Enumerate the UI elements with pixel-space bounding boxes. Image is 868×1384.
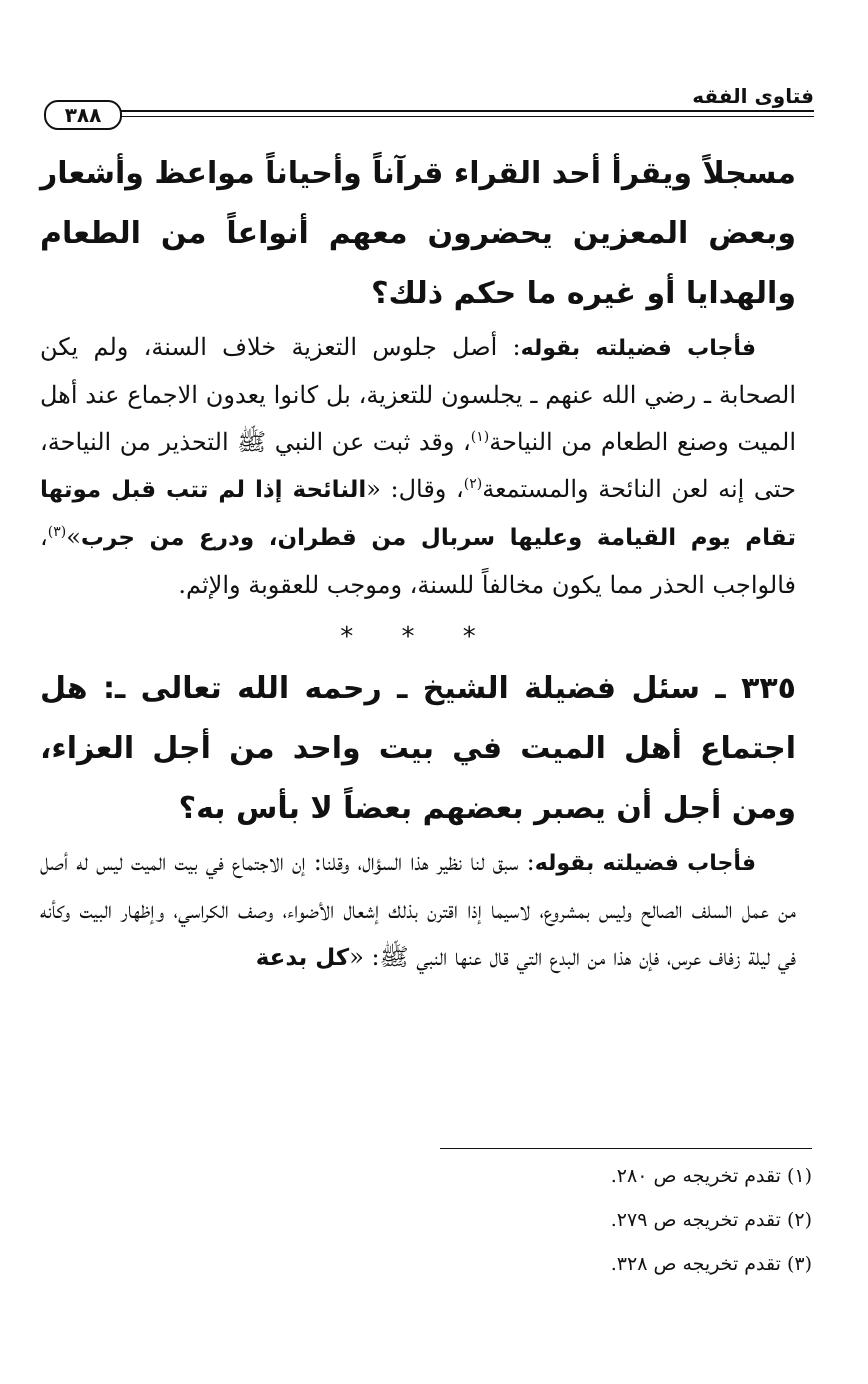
answer-text: ، فالواجب الحذر مما يكون مخالفاً للسنة، وموجب للعقوبة والإثم. — [40, 523, 796, 599]
question-continuation: مسجلاً ويقرأ أحد القراء قرآناً وأحياناً مواعظ وأشعار وبعض المعزين يحضرون معهم أنواعاً من الطعام والهدايا أو غيره ما حكم ذلك؟ — [40, 156, 796, 311]
footnote-ref-3[interactable]: (٣) — [47, 524, 67, 540]
page-number: ٣٨٨ — [44, 100, 122, 130]
answer-paragraph-1 — [40, 324, 796, 609]
page-content — [40, 144, 796, 982]
answer-text: ، وقد ثبت عن النبي ﷺ التحذير من النياحة، حتى إنه لعن النائحة والمستمعة — [40, 428, 796, 503]
answer-lead: فأجاب فضيلته بقوله — [534, 851, 756, 876]
page-header — [44, 84, 814, 128]
question-335 — [40, 659, 796, 839]
hadith-quote: كل بدعة — [255, 945, 350, 971]
section-separator: * * * — [340, 622, 496, 652]
answer-paragraph-2 — [40, 839, 796, 982]
answer-lead: فأجاب فضيلته بقوله — [520, 336, 756, 361]
question-text: ـ سئل فضيلة الشيخ ـ رحمه الله تعالى ـ: هل اجتماع أهل الميت في بيت واحد من أجل العزاء، ومن أجل أن يصبر بعضهم بعضاً لا بأس به؟ — [40, 671, 796, 826]
footnote-ref-2[interactable]: (٢) — [463, 476, 483, 492]
book-title: فتاوى الفقه — [692, 84, 814, 108]
header-rule-thin — [104, 116, 814, 117]
hadith-quote: النائحة إذا لم تتب قبل موتها تقام يوم القيامة وعليها سربال من قطران، ودرع من جرب — [40, 477, 796, 551]
footnotes — [312, 1154, 812, 1286]
footnote-rule — [440, 1148, 812, 1149]
answer-text: ، وقال: « — [366, 475, 464, 503]
footnote-2: (٢) تقدم تخريجه ص ٢٧٩. — [610, 1209, 812, 1231]
answer-text: : سبق لنا نظير هذا السؤال، وقلنا: إن الاجتماع في بيت الميت ليس له أصل من عمل السلف الصالح وليس بمشروع، لاسيما إذا اقترن بذلك إشعال الأضواء، وصف الكراسي، وإظهار البيت وكأنه في ليلة زفاف عرس، فإن هذا من البدع التي قال عنها النبي ﷺ: « — [40, 848, 796, 971]
footnote-3: (٣) تقدم تخريجه ص ٣٢٨. — [610, 1253, 812, 1275]
answer-text: » — [66, 523, 81, 551]
header-rule — [104, 110, 814, 112]
question-number: ٣٣٥ — [741, 671, 796, 706]
answer-text: : أصل جلوس التعزية خلاف السنة، ولم يكن الصحابة ـ رضي الله عنهم ـ يجلسون للتعزية، بل كانوا يعدون الاجماع عند أهل الميت وصنع الطعام من النياحة — [40, 333, 796, 456]
footnote-1: (١) تقدم تخريجه ص ٢٨٠. — [610, 1165, 812, 1187]
footnote-ref-1[interactable]: (١) — [470, 429, 490, 445]
